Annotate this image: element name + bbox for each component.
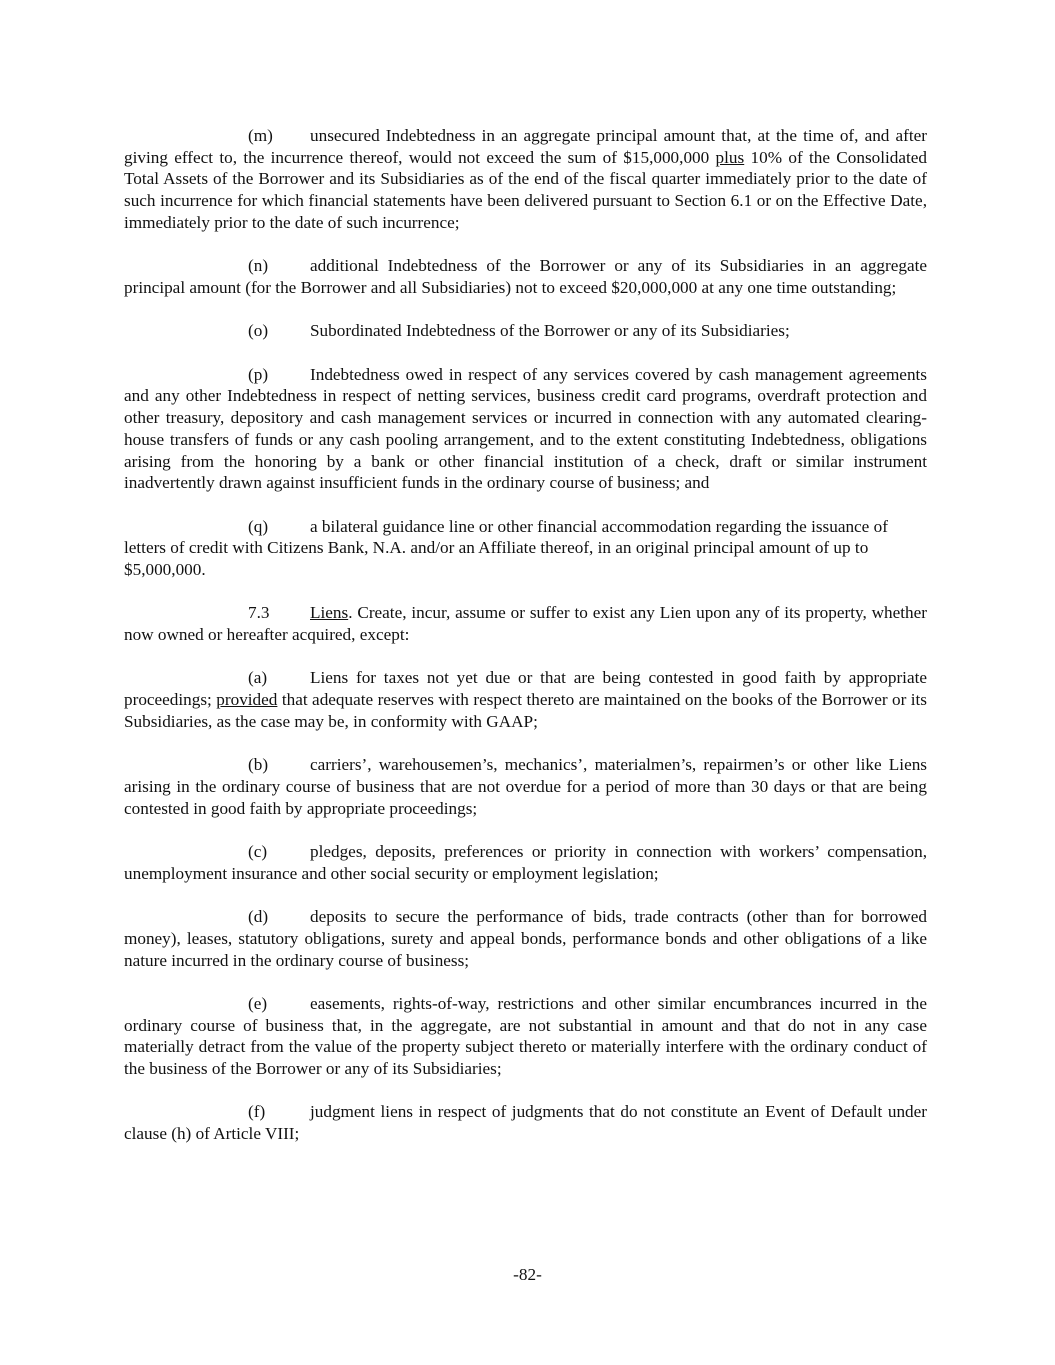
clause-label: (o) bbox=[248, 321, 269, 341]
clause-label: (c) bbox=[248, 842, 268, 862]
clause-label: (b) bbox=[248, 755, 269, 775]
clause-text: unsecured Indebtedness in an aggregate principal amount that, at the time of, and after giving effect to, the incurrence thereof, would not exceed the sum of $15,000,000 bbox=[124, 126, 927, 167]
emphasis-term: plus bbox=[715, 147, 745, 167]
section-7-3 bbox=[124, 602, 927, 645]
clause-n bbox=[124, 255, 927, 298]
clause-label: (m) bbox=[248, 126, 273, 145]
clause-o bbox=[124, 320, 927, 342]
emphasis-term: provided bbox=[216, 690, 278, 710]
clause-f bbox=[124, 1101, 927, 1144]
clause-text: judgment liens in respect of judgments that do not constitute an Event of Default under clause (h) of Article VIII; bbox=[124, 1102, 927, 1144]
clause-text: carriers’, warehousemen’s, mechanics’, materialmen’s, repairmen’s or other like Liens arising in the ordinary course of business that are not overdue for a period of more than 30 days or that are being contested in good faith by appropriate proceedings; bbox=[124, 755, 927, 818]
clause-text: additional Indebtedness of the Borrower or any of its Subsidiaries in an aggregate principal amount (for the Borrower and all Subsidiaries) not to exceed $20,000,000 at any one time outstanding; bbox=[124, 256, 927, 297]
section-text: . Create, incur, assume or suffer to exist any Lien upon any of its property, whether now owned or hereafter acquired, except: bbox=[124, 603, 927, 645]
clause-q bbox=[124, 516, 927, 581]
clause-d bbox=[124, 906, 927, 971]
clause-text: Indebtedness owed in respect of any services covered by cash management agreements and any other Indebtedness in respect of netting services, business credit card programs, overdraft protection and other treasury, depository and cash management services or incurred in connection with any automated clearing-house transfers of funds or any cash pooling arrangement, and to the extent constituting Indebtedness, obligations arising from the honoring by a bank or other financial institution of a check, draft or similar instrument inadvertently drawn against insufficient funds in the ordinary course of business; and bbox=[124, 364, 927, 493]
clause-b bbox=[124, 754, 927, 819]
clause-label: (p) bbox=[248, 364, 269, 384]
clause-text-continued: 10% of the Consolidated Total Assets of the Borrower and its Subsidiaries as of the end of the fiscal quarter immediately prior to the date of such incurrence for which financial statements have been delivered pursuant to Section 6.1 or on the Effective Date, immediately prior to the date of such incurrence; bbox=[124, 147, 927, 232]
clause-a bbox=[124, 667, 927, 732]
clause-text: deposits to secure the performance of bids, trade contracts (other than for borrowed money), leases, statutory obligations, surety and appeal bonds, performance bonds and other obligations of a like nature incurred in the ordinary course of business; bbox=[124, 907, 927, 970]
clause-text-continued: that adequate reserves with respect thereto are maintained on the books of the Borrower or its Subsidiaries, as the case may be, in conformity with GAAP; bbox=[124, 690, 927, 731]
clause-label: (d) bbox=[248, 907, 269, 927]
clause-text: Liens for taxes not yet due or that are being contested in good faith by appropriate proceedings; bbox=[124, 668, 927, 710]
clause-text: Subordinated Indebtedness of the Borrower or any of its Subsidiaries; bbox=[310, 321, 790, 341]
clause-text: a bilateral guidance line or other financial accommodation regarding the issuance of letters of credit with Citizens Bank, N.A. and/or an Affiliate thereof, in an original principal amount of up to $5,000,000. bbox=[124, 516, 888, 579]
clause-label: (e) bbox=[248, 993, 268, 1013]
section-number: 7.3 bbox=[248, 603, 270, 623]
document-body bbox=[124, 125, 927, 1167]
clause-m bbox=[124, 125, 927, 234]
clause-label: (q) bbox=[248, 516, 269, 536]
clause-p bbox=[124, 364, 927, 494]
clause-c bbox=[124, 841, 927, 884]
clause-text: easements, rights-of-way, restrictions and other similar encumbrances incurred in the ordinary course of business that, in the aggregate, are not substantial in amount and that do not in any case materially detract from the value of the property subject thereto or materially interfere with the ordinary conduct of the business of the Borrower or any of its Subsidiaries; bbox=[124, 993, 927, 1079]
clause-label: (n) bbox=[248, 256, 269, 276]
page-number: -82- bbox=[513, 1265, 542, 1284]
clause-e bbox=[124, 993, 927, 1080]
section-heading: Liens bbox=[310, 603, 349, 623]
clause-label: (f) bbox=[248, 1102, 266, 1122]
clause-label: (a) bbox=[248, 668, 268, 688]
clause-text: pledges, deposits, preferences or priority in connection with workers’ compensation, unemployment insurance and other social security or employment legislation; bbox=[124, 842, 927, 883]
